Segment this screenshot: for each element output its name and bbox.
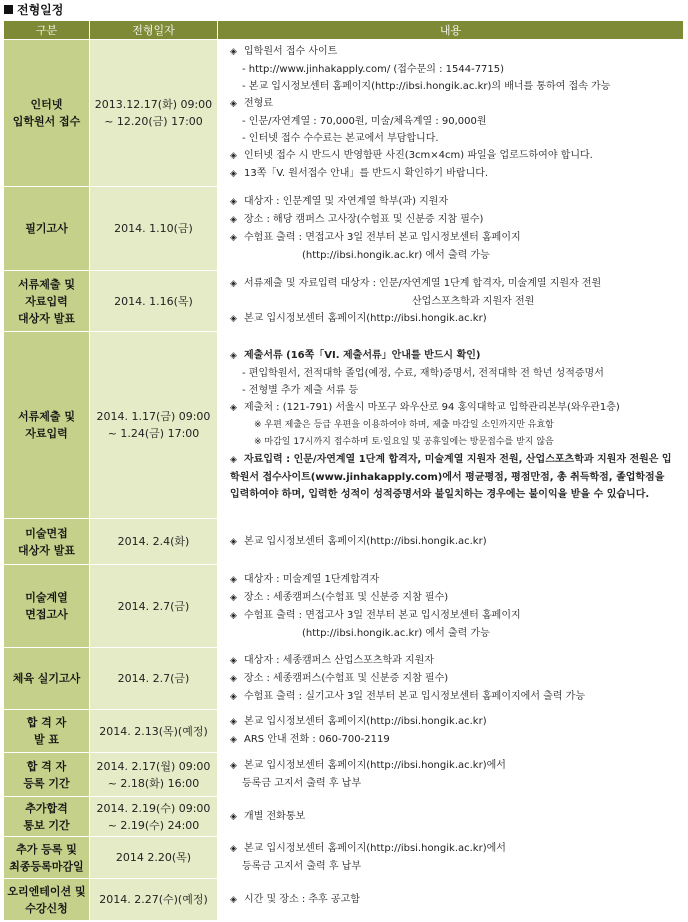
diamond-bullet-icon: ◈: [230, 761, 237, 771]
content-line: [230, 61, 677, 78]
content-text: 본교 입시정보센터 홈페이지(http://ibsi.hongik.ac.kr)에서: [244, 843, 506, 854]
row-date: 2014. 2.27(수)(예정): [90, 879, 218, 921]
row-category: 체육 실기고사: [4, 648, 90, 710]
content-line: [230, 95, 677, 113]
diamond-bullet-icon: ◈: [230, 151, 237, 161]
diamond-bullet-icon: ◈: [230, 169, 237, 179]
diamond-bullet-icon: ◈: [230, 278, 237, 289]
content-text: 수험표 출력 : 면접고사 3일 전부터 본교 입시정보센터 홈페이지: [244, 232, 521, 243]
diamond-bullet-icon: ◈: [230, 717, 237, 727]
header-content: 내용: [218, 21, 684, 40]
content-text: 입학원서 접수 사이트: [244, 46, 338, 57]
content-line: [230, 808, 677, 826]
content-line: [230, 571, 677, 589]
diamond-bullet-icon: ◈: [230, 536, 237, 547]
content-line: [230, 652, 677, 670]
content-text: 본교 입시정보센터 홈페이지(http://ibsi.hongik.ac.kr): [244, 312, 487, 324]
content-line: [230, 417, 677, 434]
content-text: 대상자 : 인문계열 및 자연계열 학부(과) 지원자: [244, 196, 449, 207]
diamond-bullet-icon: ◈: [230, 735, 237, 745]
content-text: 자료입력 : 인문/자연계열 1단계 합격자, 미술계열 지원자 전원, 산업스포츠학과 지원자 전원은 입학원서 접수사이트(www.jinhakapply.com)에서 평균평점, 평점만점, 총 취득학점, 졸업학점을 입력하여야 하며, 입력한 성적이 성적증명서와 불일치하는 경우에는 불이익을 받을 수 있습니다.: [230, 454, 672, 500]
row-content: [218, 565, 684, 648]
content-line: [230, 43, 677, 61]
row-date: 2014. 1.17(금) 09:00 ~ 1.24(금) 17:00: [90, 332, 218, 519]
content-text: 대상자 : 미술계열 1단계합격자: [244, 573, 380, 585]
table-body: [4, 40, 684, 921]
diamond-bullet-icon: ◈: [230, 894, 237, 905]
row-content: [218, 879, 684, 921]
content-line: [230, 247, 677, 264]
row-content: [218, 797, 684, 837]
content-line: [230, 625, 677, 642]
header-gubun: 구분: [4, 21, 90, 40]
diamond-bullet-icon: ◈: [230, 233, 237, 243]
content-text: 대상자 : 세종캠퍼스 산업스포츠학과 지원자: [244, 654, 434, 666]
row-content: [218, 710, 684, 753]
content-text: 장소 : 해당 캠퍼스 고사장(수험표 및 신분증 지참 필수): [244, 214, 484, 225]
content-text: 산업스포츠학과 지원자 전원: [412, 295, 535, 307]
row-date: 2014. 2.17(월) 09:00 ~ 2.18(화) 16:00: [90, 753, 218, 797]
content-text: - http://www.jinhakapply.com/ (접수문의 : 1544-7715): [242, 64, 505, 75]
diamond-bullet-icon: ◈: [230, 844, 237, 854]
content-line: [230, 589, 677, 607]
diamond-bullet-icon: ◈: [230, 610, 237, 621]
content-text: 본교 입시정보센터 홈페이지(http://ibsi.hongik.ac.kr)에서: [244, 760, 506, 771]
content-text: 시간 및 장소 : 추후 공고함: [244, 893, 360, 905]
content-text: - 인문/자연계열 : 70,000원, 미술/체육계열 : 90,000원: [242, 116, 487, 127]
content-line: [230, 193, 677, 211]
diamond-bullet-icon: ◈: [230, 655, 237, 666]
diamond-bullet-icon: ◈: [230, 99, 237, 109]
content-line: [230, 229, 677, 247]
section-title-text: 전형일정: [17, 2, 64, 17]
square-bullet-icon: [4, 5, 13, 14]
row-category: 합 격 자 등록 기간: [4, 753, 90, 797]
content-line: [230, 399, 677, 417]
row-category: 추가 등록 및 최종등록마감일: [4, 837, 90, 879]
content-text: 서류제출 및 자료입력 대상자 : 인문/자연계열 1단계 합격자, 미술계열 지원자 전원: [244, 277, 602, 289]
content-text: 본교 입시정보센터 홈페이지(http://ibsi.hongik.ac.kr): [244, 716, 487, 727]
row-content: [218, 519, 684, 565]
diamond-bullet-icon: ◈: [230, 592, 237, 603]
table-row: [4, 710, 684, 753]
content-text: (http://ibsi.hongik.ac.kr) 에서 출력 가능: [302, 627, 490, 639]
table-row: [4, 565, 684, 648]
row-date: 2014. 1.16(목): [90, 271, 218, 332]
content-line: [230, 858, 677, 875]
table-row: [4, 187, 684, 271]
content-line: [230, 688, 677, 706]
diamond-bullet-icon: ◈: [230, 197, 237, 207]
diamond-bullet-icon: ◈: [230, 673, 237, 684]
table-row: [4, 753, 684, 797]
diamond-bullet-icon: ◈: [230, 455, 237, 465]
row-category: 서류제출 및 자료입력 대상자 발표: [4, 271, 90, 332]
content-line: [230, 293, 677, 310]
schedule-table: [3, 20, 684, 921]
content-line: [230, 533, 677, 551]
content-line: [230, 451, 677, 503]
diamond-bullet-icon: ◈: [230, 574, 237, 585]
row-content: [218, 271, 684, 332]
content-line: [230, 275, 677, 293]
content-text: ARS 안내 전화 : 060-700-2119: [244, 734, 390, 745]
diamond-bullet-icon: ◈: [230, 313, 237, 324]
row-category: 필기고사: [4, 187, 90, 271]
content-text: (http://ibsi.hongik.ac.kr) 에서 출력 가능: [302, 250, 490, 261]
row-date: 2014. 2.19(수) 09:00 ~ 2.19(수) 24:00: [90, 797, 218, 837]
row-content: [218, 332, 684, 519]
diamond-bullet-icon: ◈: [230, 215, 237, 225]
row-date: 2014. 2.7(금): [90, 565, 218, 648]
content-text: 인터넷 접수 시 반드시 반영함판 사진(3cm×4cm) 파일을 업로드하여야 합니다.: [244, 150, 593, 161]
row-category: 합 격 자 발 표: [4, 710, 90, 753]
diamond-bullet-icon: ◈: [230, 403, 237, 413]
content-line: [230, 113, 677, 130]
content-text: - 편입학원서, 전적대학 졸업(예정, 수료, 재학)증명서, 전적대학 전 학년 성적증명서: [242, 368, 604, 379]
content-text: ※ 우편 제출은 등급 우편을 이용하여야 하며, 제출 마감일 소인까지만 유효함: [254, 420, 554, 430]
content-text: 전형료: [244, 98, 273, 109]
table-row: [4, 797, 684, 837]
diamond-bullet-icon: ◈: [230, 811, 237, 822]
content-line: [230, 775, 677, 792]
content-text: 제출서류 (16쪽「VI. 제출서류」안내를 반드시 확인): [244, 350, 481, 361]
content-text: 수험표 출력 : 면접고사 3일 전부터 본교 입시정보센터 홈페이지: [244, 609, 521, 621]
row-category: 미술계열 면접고사: [4, 565, 90, 648]
row-content: [218, 837, 684, 879]
content-text: 13쪽「V. 원서접수 안내」를 반드시 확인하기 바랍니다.: [244, 168, 489, 179]
content-line: [230, 434, 677, 451]
diamond-bullet-icon: ◈: [230, 691, 237, 702]
row-date: 2014 2.20(목): [90, 837, 218, 879]
content-text: - 전형별 추가 제출 서류 등: [242, 385, 359, 396]
content-text: 개별 전화통보: [244, 810, 306, 822]
table-row: [4, 837, 684, 879]
row-category: 추가합격 통보 기간: [4, 797, 90, 837]
content-line: [230, 840, 677, 858]
row-category: 미술면접 대상자 발표: [4, 519, 90, 565]
content-text: 본교 입시정보센터 홈페이지(http://ibsi.hongik.ac.kr): [244, 535, 487, 547]
content-line: [230, 310, 677, 328]
content-text: 제출처 : (121-791) 서울시 마포구 와우산로 94 홍익대학교 입학관리본부(와우관1층): [244, 402, 620, 413]
content-text: ※ 마감일 17시까지 접수하며 토·일요일 및 공휴일에는 방문접수를 받지 않음: [254, 437, 554, 447]
row-category: 오리엔테이션 및 수강신청: [4, 879, 90, 921]
content-line: [230, 757, 677, 775]
row-date: 2014. 2.4(화): [90, 519, 218, 565]
table-row: [4, 519, 684, 565]
row-content: [218, 648, 684, 710]
content-text: 장소 : 세종캠퍼스(수험표 및 신분증 지참 필수): [244, 672, 449, 684]
row-date: 2014. 2.7(금): [90, 648, 218, 710]
table-row: [4, 271, 684, 332]
row-category: 인터넷 입학원서 접수: [4, 40, 90, 187]
content-line: [230, 347, 677, 365]
table-header-row: [4, 21, 684, 40]
header-date: 전형일자: [90, 21, 218, 40]
content-line: [230, 713, 677, 731]
content-text: - 인터넷 접수 수수료는 본교에서 부담합니다.: [242, 133, 439, 144]
row-content: [218, 187, 684, 271]
content-text: 장소 : 세종캠퍼스(수험표 및 신분증 지참 필수): [244, 591, 449, 603]
content-line: [230, 78, 677, 95]
row-category: 서류제출 및 자료입력: [4, 332, 90, 519]
row-date: 2014. 1.10(금): [90, 187, 218, 271]
content-line: [230, 147, 677, 165]
content-line: [230, 731, 677, 749]
table-row: [4, 879, 684, 921]
row-date: 2013.12.17(화) 09:00 ~ 12.20(금) 17:00: [90, 40, 218, 187]
content-text: - 본교 입시정보센터 홈페이지(http://ibsi.hongik.ac.kr)의 배너를 통하여 접속 가능: [242, 81, 611, 92]
table-row: [4, 40, 684, 187]
content-line: [230, 211, 677, 229]
content-text: 수험표 출력 : 실기고사 3일 전부터 본교 입시정보센터 홈페이지에서 출력 가능: [244, 690, 585, 702]
diamond-bullet-icon: ◈: [230, 47, 237, 57]
content-line: [230, 891, 677, 909]
section-title: [4, 0, 63, 18]
row-content: [218, 40, 684, 187]
table-row: [4, 332, 684, 519]
content-line: [230, 670, 677, 688]
content-line: [230, 365, 677, 382]
table-row: [4, 648, 684, 710]
content-line: [230, 165, 677, 183]
content-line: [230, 130, 677, 147]
row-content: [218, 753, 684, 797]
row-date: 2014. 2.13(목)(예정): [90, 710, 218, 753]
content-text: 등록금 고지서 출력 후 납부: [242, 861, 361, 872]
content-text: 등록금 고지서 출력 후 납부: [242, 778, 361, 789]
content-line: [230, 607, 677, 625]
diamond-bullet-icon: ◈: [230, 351, 237, 361]
content-line: [230, 382, 677, 399]
